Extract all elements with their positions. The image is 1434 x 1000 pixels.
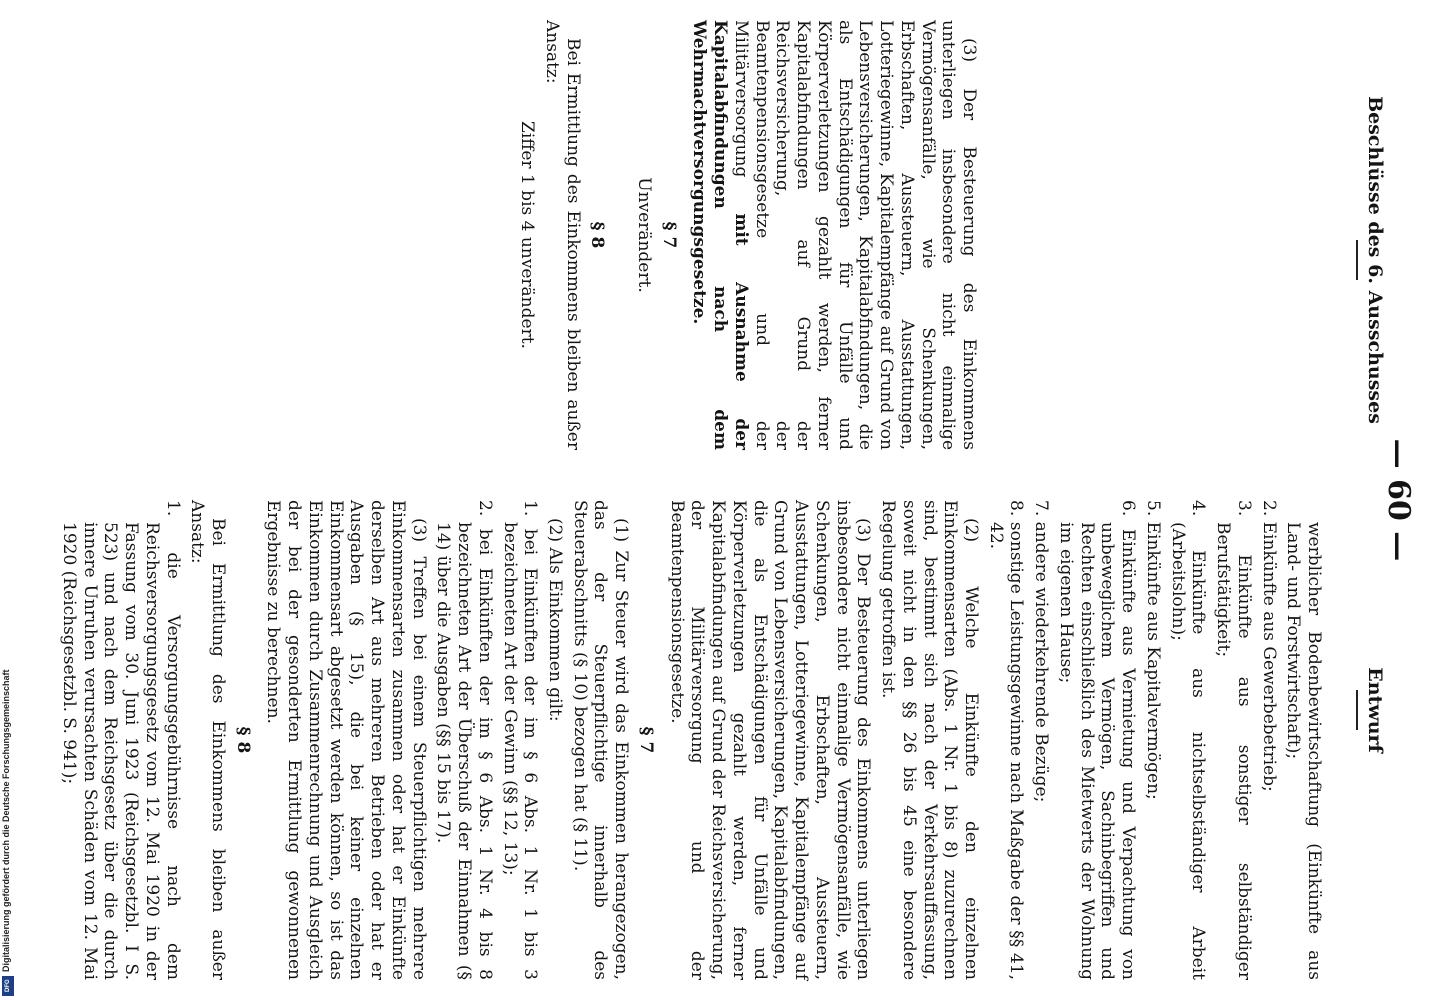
s7-paragraph-2: (2) Als Einkommen gilt: <box>545 518 566 722</box>
header-rule <box>1356 240 1358 280</box>
list-item: 7. andere wiederkehrende Bezüge; <box>1031 500 1052 803</box>
right-section-7-title: § 7 <box>658 221 679 249</box>
page-number: — 60 — <box>1381 438 1416 562</box>
right-s8-text: Ziffer 1 bis 4 unverändert. <box>517 121 538 349</box>
beschluesse-column <box>512 20 979 450</box>
list-item: 6. Einkünfte aus Vermietung und Verpachtung von unbeweglichem Vermögen, Sachinbegriffen und Rechten einschließlich des Mietwerts der Wohnung im eigenen Hause; <box>1055 500 1139 980</box>
right-s7-text: Unverändert. <box>633 177 654 293</box>
paragraph-3: (3) Der Besteuerung des Einkommens unterliegen insbesondere nicht einmalige Vermögensanfälle, wie Schenkungen, Erbschaften, Aussteuern, Ausstattungen, Lotteriegewinne, Kapitalempfänge auf Grund von Lebensversicherungen, Kapitalabfindungen, die als Entschädigungen für Unfälle und Körperverletzungen gezahlt werden, ferner Kapitalabfindungen auf Grund der Reichsversicherung, der Militärversorgung und der Beamtenpensionsgesetze. <box>666 500 874 980</box>
list-item: werblicher Bodenbewirtschaftung (Einkünfte aus Land- und Forstwirtschaft); <box>1283 522 1324 980</box>
list-item: 1. bei Einkünften der im § 6 Abs. 1 Nr. 1 bis 3 bezeichneten Art der Gewinn (§§ 12, 13); <box>499 500 541 980</box>
dfg-logo: DFG <box>2 976 14 996</box>
list-item: 1. die Versorgungsgebührnisse nach dem Reichsversorgungsgesetz vom 12. Mai 1920 in der Fassung vom 30. Juni 1923 (Reichsgesetzbl. I S. 523) und nach dem Reichsgesetz über die durch innere Unruhen verursachten Schäden vom 12. Mai 1920 (Reichsgesetzbl. S. 941); <box>58 500 183 981</box>
list-item: 2. Einkünfte aus Gewerbebetrieb; <box>1258 500 1279 792</box>
right-section-8-title: § 8 <box>587 221 608 249</box>
beschluesse-header <box>1356 40 1386 480</box>
list-item: 4. Einkünfte aus nichtselbständiger Arbeit (Arbeitslohn); <box>1167 500 1209 980</box>
digitization-notice: Digitalisierung gefördert durch die Deutsche Forschungsgemeinschaft <box>1 669 11 972</box>
amendment-bold: mit Ausnahme der Kapitalabfindungen nach dem Wehrmachtversorgungsgesetze. <box>689 20 751 450</box>
s7-paragraph-1: (1) Zur Steuer wird das Einkommen herangezogen, das der Steuerpflichtige innerhalb des Steuerabschnitts (§ 10) bezogen hat (§ 11). <box>569 500 632 980</box>
entwurf-column <box>54 500 1324 980</box>
section-7-title: § 7 <box>635 726 656 754</box>
list-item: 2. bei Einkünften der im § 6 Abs. 1 Nr. 4 bis 8 bezeichneten Art der Überschuß der Einnahmen (§ 14) über die Ausgaben (§§ 15 bis 17). <box>433 500 495 980</box>
entwurf-header <box>1356 560 1386 860</box>
beschluesse-header-text: Beschlüsse des 6. Ausschusses <box>1364 96 1386 424</box>
list-item: 3. Einkünfte aus sonstiger selbständiger Berufstätigkeit; <box>1213 500 1254 980</box>
paragraph-2: (2) Welche Einkünfte den einzelnen Einkommensarten (Abs. 1 Nr. 1 bis 8) zuzurechnen sind, bestimmt sich nach der Verkehrsauffassung, soweit nicht in den §§ 26 bis 45 eine besondere Regelung getroffen ist. <box>878 500 981 980</box>
list-item: 5. Einkünfte aus Kapitalvermögen; <box>1142 500 1163 800</box>
entwurf-header-text: Entwurf <box>1364 667 1386 753</box>
s7-paragraph-3: (3) Treffen bei einem Steuerpflichtigen mehrere Einkommensarten zusammen oder hat er Einkünfte derselben Art aus mehreren Betrieben oder hat er Ausgaben (§ 15), die bei keiner einzelnen Einkommensart abgesetzt werden können, so ist das Einkommen durch Zusammenrechnung und Ausgleich der bei der gesonderten Ermittlung gewonnenen Ergebnisse zu berechnen. <box>263 500 429 980</box>
list-item: 8. sonstige Leistungsgewinne nach Maßgabe der §§ 41, 42. <box>985 500 1027 980</box>
section-8-title: § 8 <box>232 726 253 754</box>
header-rule <box>1356 690 1358 730</box>
right-paragraph-3: (3) Der Besteuerung des Einkommens unterliegen insbesondere nicht einmalige Vermögensanfälle, wie Schenkungen, Erbschaften, Aussteuern, Ausstattungen, Lotteriegewinne, Kapitalempfänge auf Grund von Lebensversicherungen, Kapitalabfindungen, die als Entschädigungen für Unfälle und Körperverletzungen gezahlt werden, ferner Kapitalabfindungen auf Grund der Reichsversicherung, der Beamtenpensionsgesetze und der Militärversorgung mit Ausnahme der Kapitalabfindungen nach dem Wehrmachtversorgungsgesetze. <box>689 20 979 450</box>
s8-intro: Bei Ermittlung des Einkommens bleiben außer Ansatz: <box>187 500 229 980</box>
right-s8-intro: Bei Ermittlung des Einkommens bleiben außer Ansatz: <box>541 20 583 450</box>
